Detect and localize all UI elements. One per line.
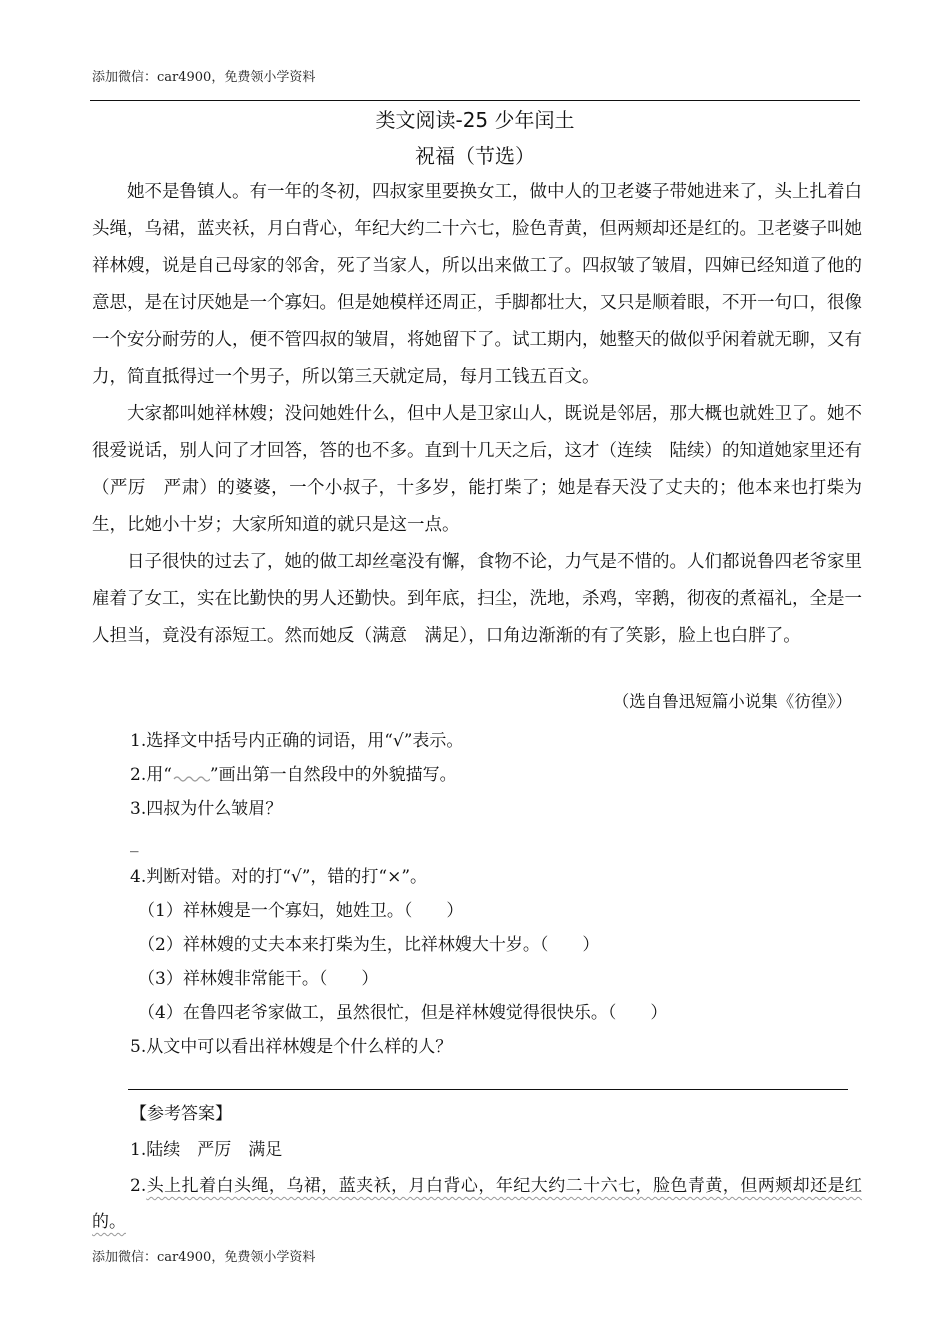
question-3: 3.四叔为什么皱眉？: [130, 799, 283, 819]
passage-source: （选自鲁迅短篇小说集《彷徨》）: [612, 692, 852, 711]
answer-2-text: 头上扎着白头绳，乌裙，蓝夹袄，月白背心，年纪大约二十六七，脸色青黄，但两颊却还是红的。: [92, 1176, 862, 1232]
question-2-suffix: ”画出第一自然段中的外貌描写。: [209, 765, 457, 785]
page-header-text: 添加微信：car4900，免费领小学资料: [92, 70, 316, 85]
page-footer-text: 添加微信：car4900，免费领小学资料: [92, 1250, 316, 1265]
passage-paragraph-1: 她不是鲁镇人。有一年的冬初，四叔家里要换女工，做中人的卫老婆子带她进来了，头上扎着白头绳，乌裙，蓝夹袄，月白背心，年纪大约二十六七，脸色青黄，但两颊却还是红的。卫老婆子叫她祥林嫂，说是自己母家的邻舍，死了当家人，所以出来做工了。四叔皱了皱眉，四婶已经知道了他的意思，是在讨厌她是一个寡妇。但是她模样还周正，手脚都壮大，又只是顺着眼，不开一句口，很像一个安分耐劳的人，便不管四叔的皱眉，将她留下了。试工期内，她整天的做似乎闲着就无聊，又有力，简直抵得过一个男子，所以第三天就定局，每月工钱五百文。: [92, 182, 862, 387]
question-4: 4.判断对错。对的打“√”，错的打“×”。: [130, 867, 428, 887]
questions: [130, 724, 860, 1064]
passage-paragraph-2: 大家都叫她祥林嫂；没问她姓什么，但中人是卫家山人，既说是邻居，那大概也就姓卫了。她不很爱说话，别人问了才回答，答的也不多。直到十几天之后，这才（连续 陆续）的知道她家里还有（严厉 严肃）的婆婆，一个小叔子，十多岁，能打柴了；她是春天没了丈夫的；他本来也打柴为生，比她小十岁；大家所知道的就只是这一点。: [92, 404, 862, 535]
answer-2: [92, 1168, 862, 1240]
page-title: 类文阅读-25 少年闰土: [375, 108, 575, 132]
question-5: 5.从文中可以看出祥林嫂是个什么样的人？: [130, 1037, 453, 1057]
question-1: 1.选择文中括号内正确的词语，用“√”表示。: [130, 731, 464, 751]
answer-key-heading: 【参考答案】: [130, 1104, 232, 1124]
answer-1: 1.陆续 严厉 满足: [130, 1140, 283, 1160]
header-divider: [90, 100, 860, 101]
question-4-item-3: （3）祥林嫂非常能干。（ ）: [138, 969, 379, 989]
question-4-item-1: （1）祥林嫂是一个寡妇，她姓卫。（ ）: [138, 901, 464, 921]
question-2: [130, 758, 860, 792]
question-4-item-2: （2）祥林嫂的丈夫本来打柴为生，比祥林嫂大十岁。（ ）: [138, 935, 600, 955]
answer-key: [92, 1096, 862, 1240]
question-2-prefix: 2.用“: [130, 765, 172, 785]
passage-title: 祝福（节选）: [415, 144, 535, 168]
answer-2-prefix: 2.: [130, 1176, 147, 1196]
wavy-line-icon: [172, 769, 210, 783]
answer-blank: _: [130, 833, 139, 853]
question-4-item-4: （4）在鲁四老爷家做工，虽然很忙，但是祥林嫂觉得很快乐。（ ）: [138, 1003, 668, 1023]
passage: [92, 174, 862, 655]
passage-paragraph-3: 日子很快的过去了，她的做工却丝毫没有懈，食物不论，力气是不惜的。人们都说鲁四老爷家里雇着了女工，实在比勤快的男人还勤快。到年底，扫尘，洗地，杀鸡，宰鹅，彻夜的煮福礼，全是一人担当，竟没有添短工。然而她反（满意 满足），口角边渐渐的有了笑影，脸上也白胖了。: [92, 552, 862, 646]
answers-divider: [128, 1089, 848, 1090]
